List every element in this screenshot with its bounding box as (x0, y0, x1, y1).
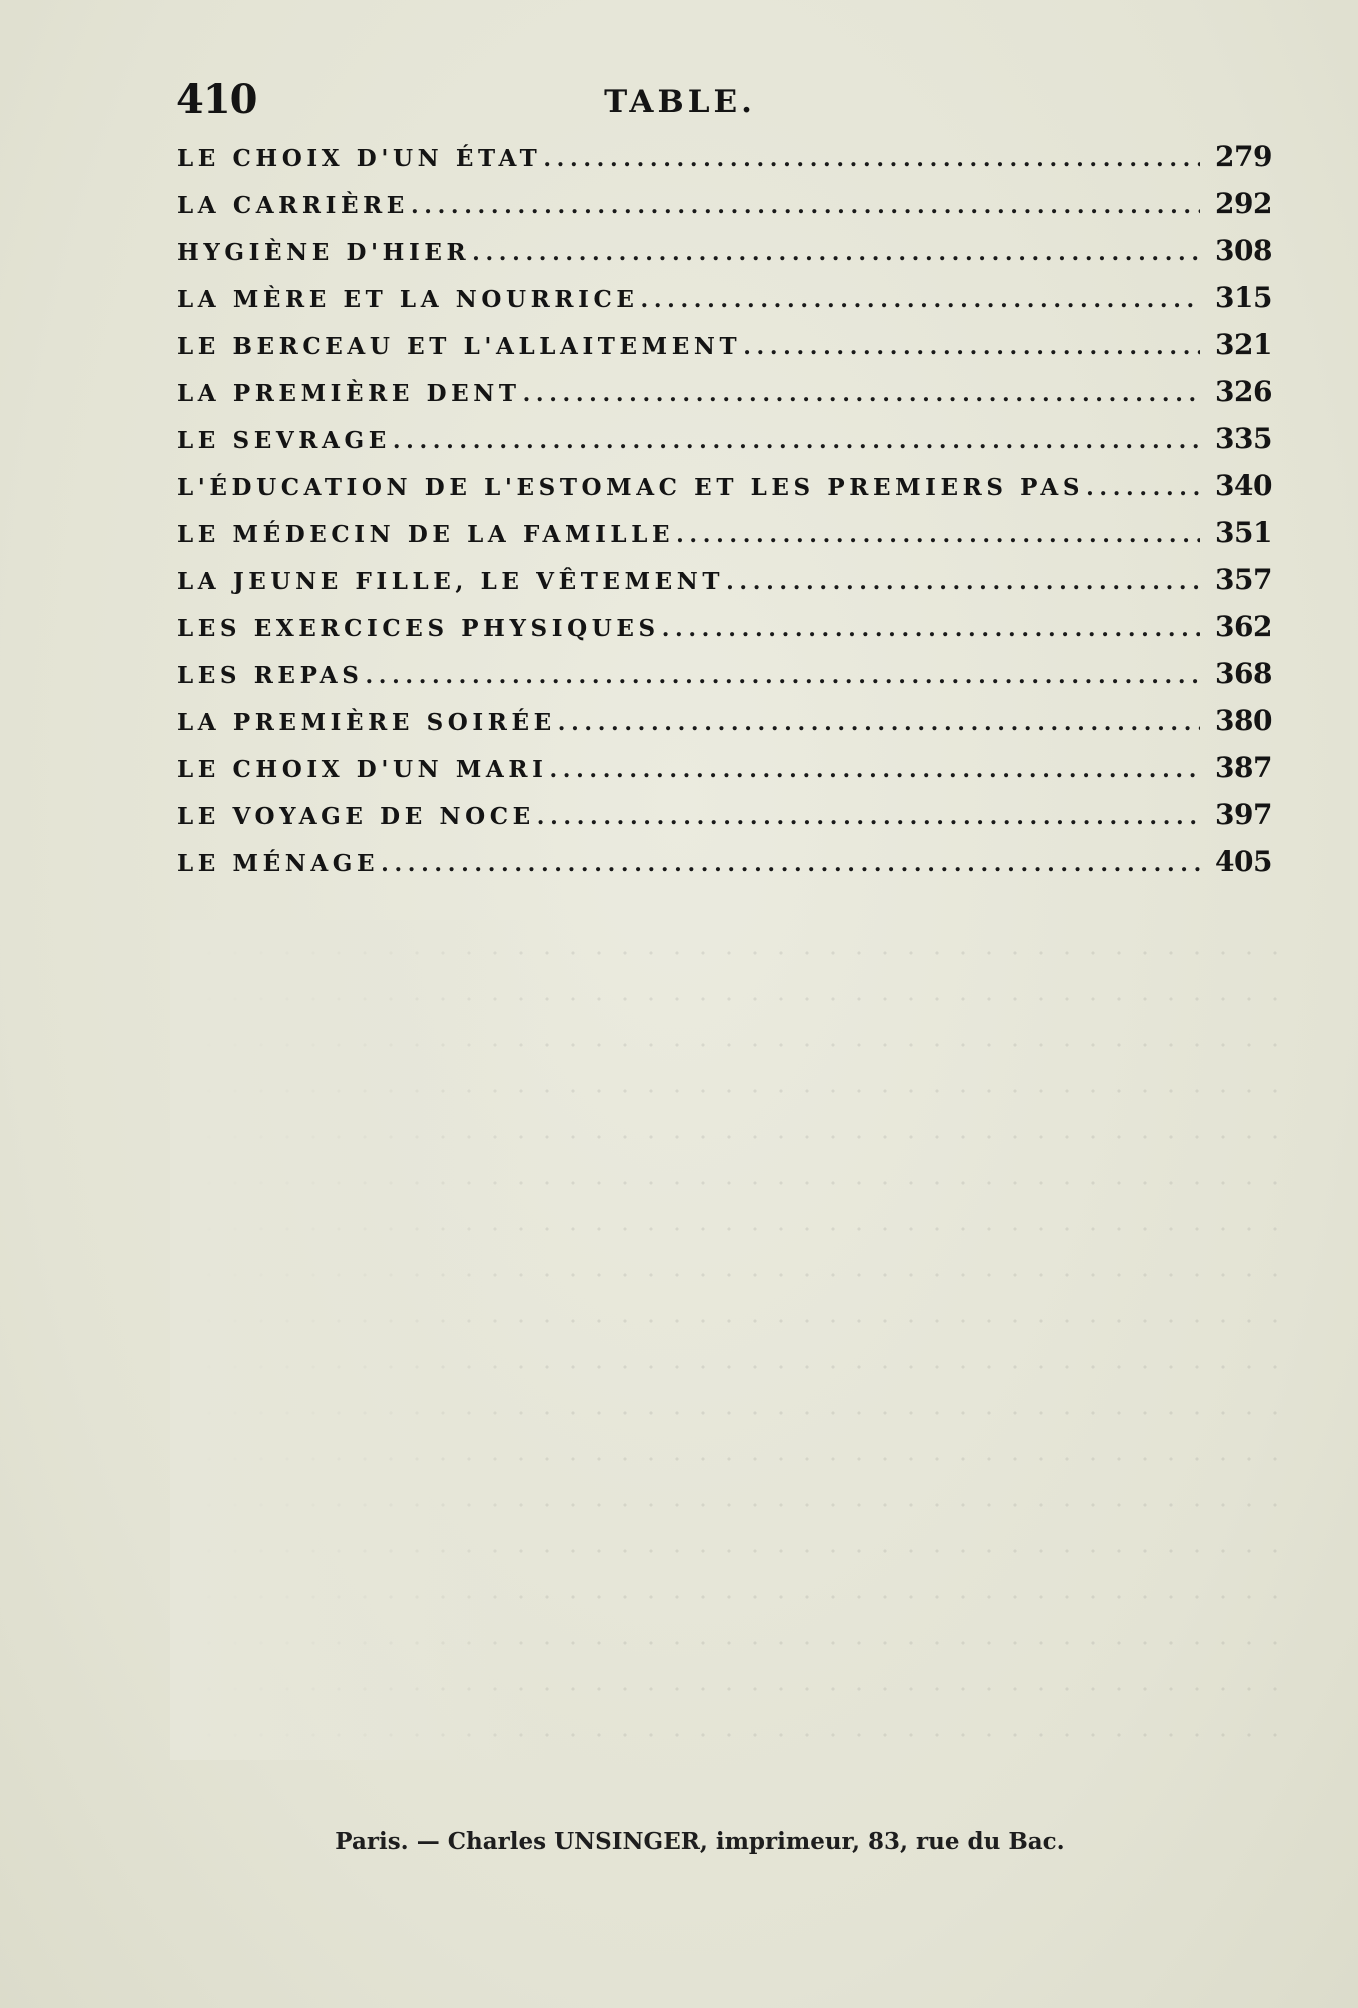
dot-leader (726, 569, 1200, 595)
toc-entry (177, 798, 1272, 845)
toc-entry-title: LES REPAS (177, 662, 364, 689)
toc-entry-page: 362 (1215, 610, 1272, 643)
toc-entry-page: 335 (1215, 422, 1272, 455)
dot-leader (1086, 475, 1200, 501)
dot-leader (558, 710, 1200, 736)
toc-entry (177, 187, 1272, 234)
toc-entry-title: LE CHOIX D'UN ÉTAT (177, 145, 542, 172)
toc-entry-page: 308 (1215, 234, 1272, 267)
toc-entry-title: LES EXERCICES PHYSIQUES (177, 615, 660, 642)
dot-leader (543, 146, 1200, 172)
toc-entry-page: 357 (1215, 563, 1272, 596)
toc-entry (177, 516, 1272, 563)
dot-leader (662, 616, 1200, 642)
toc-entry-page: 397 (1215, 798, 1272, 831)
toc-entry-page: 315 (1215, 281, 1272, 314)
toc-entry-title: LA MÈRE ET LA NOURRICE (177, 286, 639, 313)
toc-entry-title: LE VOYAGE DE NOCE (177, 803, 535, 830)
dot-leader (365, 663, 1200, 689)
toc-entry-page: 405 (1215, 845, 1272, 878)
toc-entry-title: LA CARRIÈRE (177, 192, 409, 219)
toc-entry-title: L'ÉDUCATION DE L'ESTOMAC ET LES PREMIERS PAS (177, 474, 1085, 501)
toc-entry-title: LA JEUNE FILLE, LE VÊTEMENT (177, 568, 725, 595)
toc-entry-page: 380 (1215, 704, 1272, 737)
dot-leader (676, 522, 1200, 548)
dot-leader (641, 287, 1201, 313)
dot-leader (411, 193, 1200, 219)
toc-entry (177, 704, 1272, 751)
bleed-through-fade (170, 920, 550, 1760)
dot-leader (537, 804, 1200, 830)
toc-entry-title: LE MÉNAGE (177, 850, 380, 877)
toc-entry (177, 563, 1272, 610)
toc-entry-title: HYGIÈNE D'HIER (177, 239, 471, 266)
printer-imprint: Paris. — Charles UNSINGER, imprimeur, 83, rue du Bac. (335, 1828, 1065, 1855)
toc-entry (177, 610, 1272, 657)
toc-entry (177, 469, 1272, 516)
toc-entry-page: 279 (1215, 140, 1272, 173)
toc-entry-page: 292 (1215, 187, 1272, 220)
toc-entry (177, 375, 1272, 422)
running-title: TABLE. (604, 84, 756, 120)
toc-entry (177, 657, 1272, 704)
toc-entry (177, 422, 1272, 469)
toc-entry-page: 326 (1215, 375, 1272, 408)
toc-entry (177, 751, 1272, 798)
dot-leader (393, 428, 1200, 454)
dot-leader (743, 334, 1200, 360)
dot-leader (523, 381, 1200, 407)
dot-leader (381, 851, 1200, 877)
toc-entry (177, 845, 1272, 892)
toc-entry-page: 340 (1215, 469, 1272, 502)
toc-entry (177, 234, 1272, 281)
toc-entry-page: 368 (1215, 657, 1272, 690)
toc-entry (177, 140, 1272, 187)
toc-entry-page: 387 (1215, 751, 1272, 784)
toc-entry-page: 351 (1215, 516, 1272, 549)
toc-entry (177, 328, 1272, 375)
table-of-contents (177, 140, 1272, 892)
page-number: 410 (176, 76, 257, 123)
dot-leader (549, 757, 1200, 783)
dot-leader (472, 240, 1200, 266)
toc-entry (177, 281, 1272, 328)
toc-entry-title: LE CHOIX D'UN MARI (177, 756, 548, 783)
toc-entry-title: LA PREMIÈRE DENT (177, 380, 521, 407)
toc-entry-title: LE BERCEAU ET L'ALLAITEMENT (177, 333, 742, 360)
toc-entry-title: LE MÉDECIN DE LA FAMILLE (177, 521, 675, 548)
toc-entry-page: 321 (1215, 328, 1272, 361)
toc-entry-title: LE SEVRAGE (177, 427, 391, 454)
toc-entry-title: LA PREMIÈRE SOIRÉE (177, 709, 556, 736)
